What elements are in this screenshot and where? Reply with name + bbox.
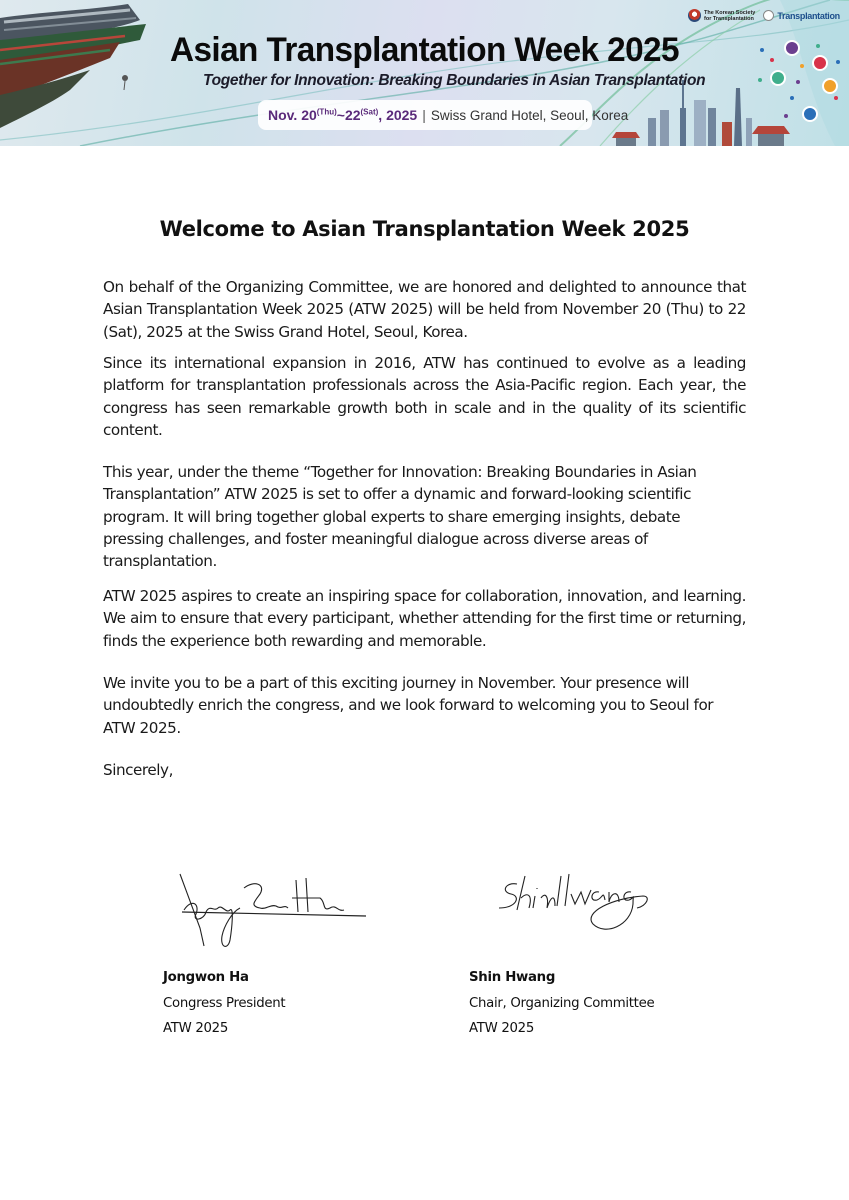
event-banner xyxy=(0,0,849,146)
banner-subtitle: Together for Innovation: Breaking Boundaries in Asian Transplantation xyxy=(203,72,706,89)
kst-line2: for Transplantation xyxy=(704,15,754,22)
signer-org: ATW 2025 xyxy=(469,1021,534,1036)
event-venue: Swiss Grand Hotel, Seoul, Korea xyxy=(430,107,629,123)
tts-logo-text: Transplantation xyxy=(777,10,840,21)
signer-name: Jongwon Ha xyxy=(163,970,249,985)
event-date: Nov. $20^{(Thu)}\sim 22^{(Sat)}$, 2025 xyxy=(268,107,418,123)
society-logos xyxy=(688,9,840,22)
tts-emblem-icon xyxy=(763,10,774,21)
letter-heading: Welcome to Asian Transplantation Week 2025 xyxy=(159,217,690,241)
organ-icon xyxy=(822,78,838,94)
letter-paragraph: ATW 2025 aspires to create an inspiring space for collaboration, innovation, and learning. We aim to ensure that every participant, whether attending for the first time or returning, finds the experience both rewarding and memorable. xyxy=(103,587,746,650)
signer-name: Shin Hwang xyxy=(469,970,556,985)
kst-line1: The Korean Society xyxy=(704,9,756,16)
signer-org: ATW 2025 xyxy=(163,1021,228,1036)
signer-role: Chair, Organizing Committee xyxy=(469,996,655,1011)
letter-paragraph: On behalf of the Organizing Committee, we are honored and delighted to announce that Asian Transplantation Week 2025 (ATW 2025) will be held from November 20 (Thu) to 22 (Sat), 2025 at the Swiss Grand Hotel, Seoul, Korea. xyxy=(103,278,746,341)
korean-society-logo xyxy=(688,9,755,22)
signer-role: Congress President xyxy=(163,996,286,1011)
organ-icon xyxy=(784,40,800,56)
event-date-venue xyxy=(258,100,629,130)
organ-icon xyxy=(770,70,786,86)
letter-closing: Sincerely, xyxy=(103,761,173,779)
divider: | xyxy=(422,107,426,123)
organ-icon xyxy=(812,55,828,71)
signature-shin-hwang xyxy=(495,870,655,940)
letter-paragraph: This year, under the theme “Together for Innovation: Breaking Boundaries in Asian Transplantation” ATW 2025 is set to offer a dynamic and forward-looking scientific program. It will bring together global experts to share emerging insights, debate pressing challenges, and foster meaningful dialogue across diverse areas of transplantation. xyxy=(103,463,697,571)
letter-paragraph: We invite you to be a part of this exciting journey in November. Your presence will undoubtedly enrich the congress, and we look forward to welcoming you to Seoul for ATW 2025. xyxy=(103,674,714,737)
banner-title: Asian Transplantation Week 2025 xyxy=(170,31,679,69)
transplantation-society-logo xyxy=(763,10,840,21)
roof-eave-illustration xyxy=(0,4,146,128)
letter-paragraph: Since its international expansion in 2016, ATW has continued to evolve as a leading platform for transplantation professionals across the Asia-Pacific region. Each year, the congress has seen remarkable growth both in scale and in the quality of its scientific content. xyxy=(103,354,746,439)
kst-emblem-icon xyxy=(688,9,701,22)
signature-jongwon-ha xyxy=(170,868,370,953)
organ-icon xyxy=(802,106,818,122)
